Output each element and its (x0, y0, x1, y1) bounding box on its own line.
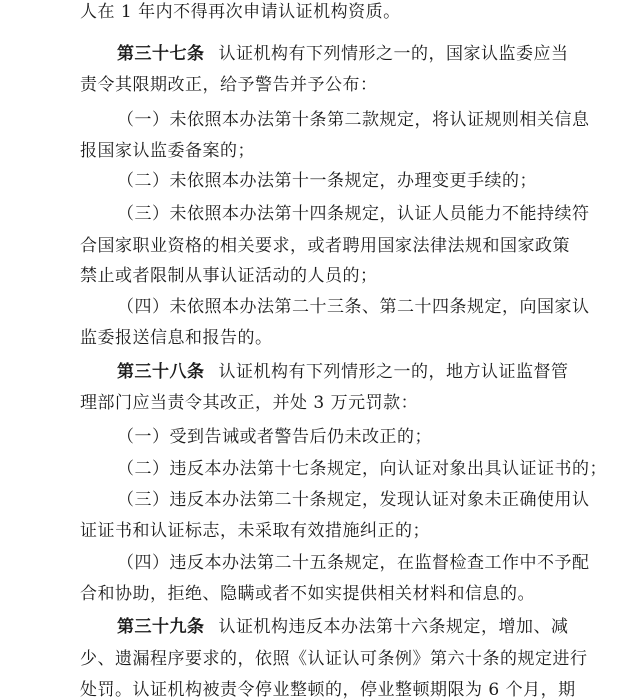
text-line: 责令其限期改正，给予警告并予公布： (80, 75, 378, 95)
article-text: 认证机构有下列情形之一的，地方认证监督管 (218, 362, 569, 382)
text-line: 理部门应当责令其改正，并处 3 万元罚款： (80, 393, 419, 413)
list-item-line: （二）未依照本办法第十一条规定，办理变更手续的； (117, 171, 537, 191)
article-38-heading-line (117, 362, 569, 382)
text-line: 报国家认监委备案的； (80, 141, 255, 161)
list-item-line: （三）未依照本办法第十四条规定，认证人员能力不能持续符 (117, 204, 590, 224)
text-line: 人在 1 年内不得再次申请认证机构资质。 (80, 2, 401, 22)
text-line: 少、遗漏程序要求的，依照《认证认可条例》第六十条的规定进行 (80, 649, 588, 669)
text-line: 合国家职业资格的相关要求，或者聘用国家法律法规和国家政策 (80, 236, 570, 256)
article-number: 第三十七条 (117, 44, 205, 64)
article-number: 第三十九条 (117, 617, 205, 637)
article-text: 认证机构有下列情形之一的，国家认监委应当 (218, 44, 569, 64)
text-line: 证证书和认证标志，未采取有效措施纠正的； (80, 521, 430, 541)
list-item-line: （一）未依照本办法第十条第二款规定，将认证规则相关信息 (117, 110, 590, 130)
article-number: 第三十八条 (117, 362, 205, 382)
text-line: 处罚。认证机构被责令停业整顿的，停业整顿期限为 6 个月，期 (80, 680, 576, 699)
text-line: 合和协助，拒绝、隐瞒或者不如实提供相关材料和信息的。 (80, 584, 535, 604)
article-text: 认证机构违反本办法第十六条规定，增加、减 (218, 617, 569, 637)
list-item-line: （四）违反本办法第二十五条规定，在监督检查工作中不予配 (117, 553, 590, 573)
text-line: 监委报送信息和报告的。 (80, 328, 273, 348)
article-39-heading-line (117, 617, 569, 637)
text-line: 禁止或者限制从事认证活动的人员的； (80, 266, 378, 286)
list-item-line: （一）受到告诫或者警告后仍未改正的； (117, 427, 432, 447)
list-item-line: （二）违反本办法第十七条规定，向认证对象出具认证证书的； (117, 459, 607, 479)
list-item-line: （四）未依照本办法第二十三条、第二十四条规定，向国家认 (117, 297, 590, 317)
list-item-line: （三）违反本办法第二十条规定，发现认证对象未正确使用认 (117, 490, 590, 510)
article-37-heading-line (117, 44, 569, 64)
